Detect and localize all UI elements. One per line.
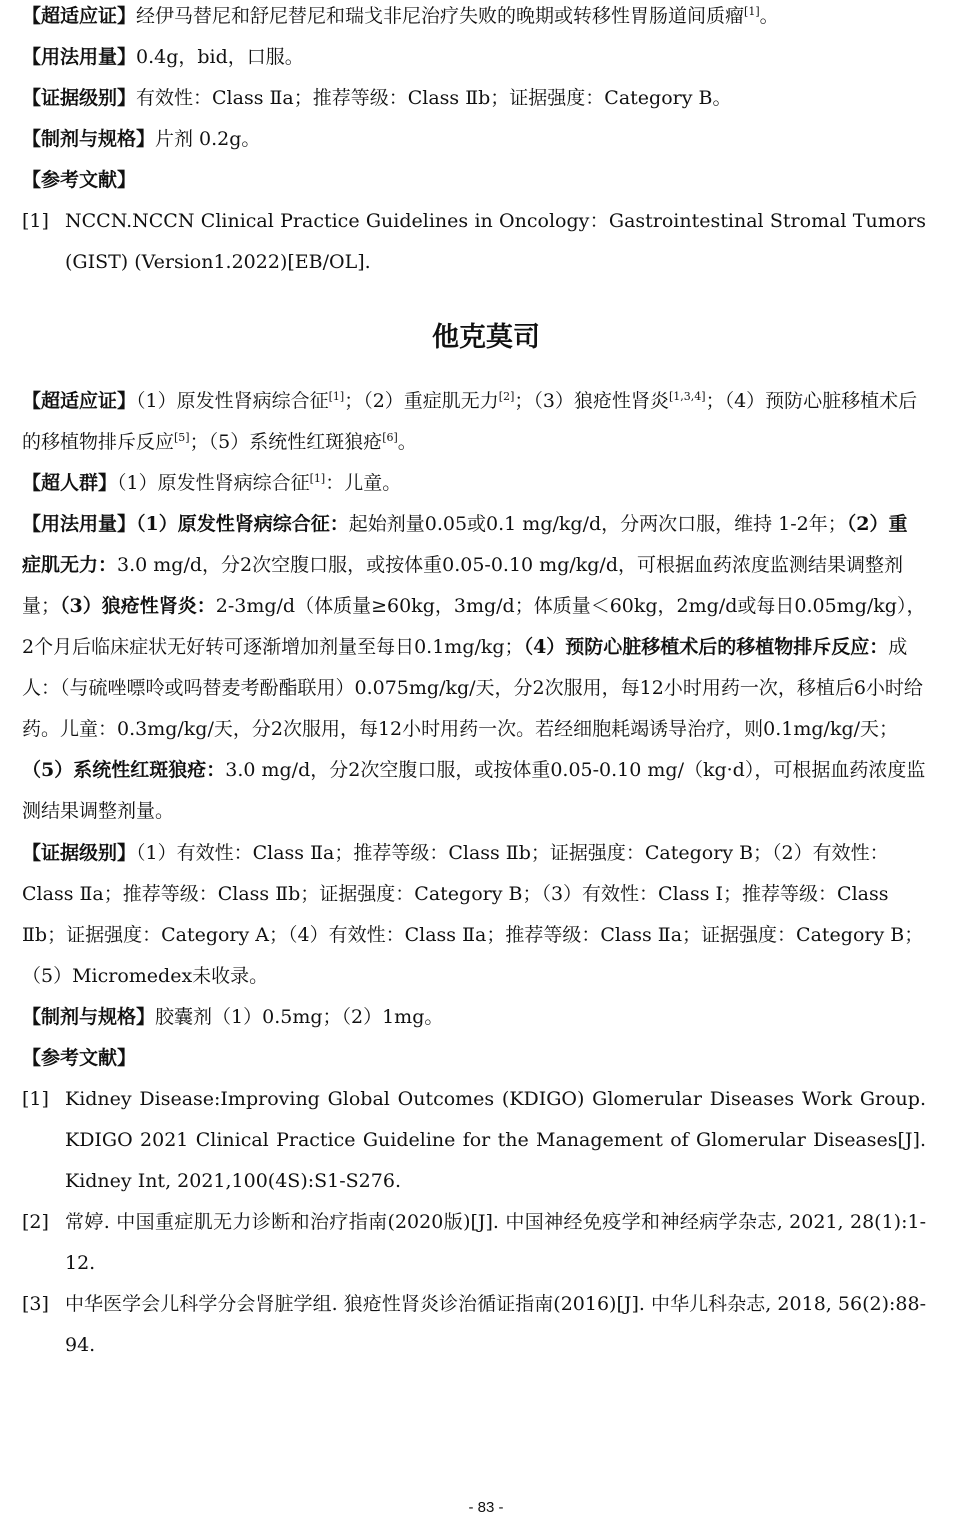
prev-dosage — [22, 37, 926, 78]
citation: [2] — [498, 390, 515, 403]
section-label: 【制剂与规格】 — [22, 128, 156, 150]
dosage-heading: （4）预防心脏移植术后的移植物排斥反应： — [523, 636, 889, 658]
reference-item — [22, 201, 926, 283]
reference-text: 常婷. 中国重症肌无力诊断和治疗指南(2020版)[J]. 中国神经免疫学和神经病学杂志, 2021, 28(1):1-12. — [65, 1211, 926, 1274]
evidence-paragraph: 【证据级别】（1）有效性：Class Ⅱa；推荐等级：Class Ⅱb；证据强度：Category B；（2）有效性：Class Ⅱa；推荐等级：Class Ⅱb；证据强度：Category B；（3）有效性：Class Ⅰ；推荐等级：Class Ⅱb；证据强度：Category A；（4）有效性：Class Ⅱa；推荐等级：Class Ⅱa；证据强度：Category B；（5）Micromedex未收录。 — [22, 842, 924, 987]
section-label: 【制剂与规格】 — [22, 1006, 156, 1028]
section-label: 【证据级别】 — [22, 842, 137, 864]
citation: [1] — [309, 472, 326, 485]
reference-text: NCCN.NCCN Clinical Practice Guidelines in Oncology：Gastrointestinal Stromal Tumors (GIST) (Version1.2022)[EB/OL]. — [65, 210, 926, 273]
section-text: 0.4g，bid，口服。 — [136, 46, 304, 68]
section-label: 【参考文献】 — [22, 169, 137, 191]
refs-heading — [22, 1038, 926, 1079]
prev-evidence — [22, 78, 926, 119]
citation: [6] — [382, 431, 398, 444]
reference-item — [22, 1284, 926, 1366]
reference-number: [2] — [22, 1211, 49, 1233]
reference-number: [3] — [22, 1293, 49, 1315]
citation: [1] — [328, 390, 345, 403]
dosage-heading: （1）原发性肾病综合征： — [136, 513, 349, 535]
section-label: 【用法用量】 — [22, 46, 137, 68]
section-label: 【参考文献】 — [22, 1047, 137, 1069]
section-text: 片剂 0.2g。 — [155, 128, 261, 150]
section-label: 【超人群】 — [22, 472, 118, 494]
citation: [1] — [744, 5, 760, 18]
section-text: 有效性：Class Ⅱa；推荐等级：Class Ⅱb；证据强度：Category B。 — [136, 87, 732, 109]
citation: [5] — [174, 431, 190, 444]
section-text: 经伊马替尼和舒尼替尼和瑞戈非尼治疗失败的晚期或转移性胃肠道间质瘤 — [136, 5, 745, 27]
reference-item — [22, 1079, 926, 1202]
drug-title: 他克莫司 — [432, 322, 540, 353]
indication-paragraph: 【超适应证】（1）原发性肾病综合征[1]；（2）重症肌无力[2]；（3）狼疮性肾炎[1,3,4]；（4）预防心脏移植术后的移植物排斥反应[5]；（5）系统性红斑狼疮[6]。 — [22, 390, 918, 453]
page-number: - 83 - — [468, 1499, 504, 1516]
reference-item — [22, 1202, 926, 1284]
dosage-heading: （5）系统性红斑狼疮： — [22, 759, 226, 781]
prev-indication: 【超适应证】经伊马替尼和舒尼替尼和瑞戈非尼治疗失败的晚期或转移性胃肠道间质瘤[1]。 — [22, 5, 779, 27]
dosage-heading: （3）狼疮性肾炎： — [60, 595, 216, 617]
reference-text: 中华医学会儿科学分会肾脏学组. 狼疮性肾炎诊治循证指南(2016)[J]. 中华儿科杂志, 2018, 56(2):88-94. — [65, 1293, 926, 1356]
citation: [1,3,4] — [668, 390, 706, 403]
dosage-paragraph: 【用法用量】（1）原发性肾病综合征：起始剂量0.05或0.1 mg/kg/d，分两次口服，维持 1-2年；（2）重症肌无力：3.0 mg/d，分2次空腹口服，或按体重0.05-0.10 mg/kg/d，可根据血药浓度监测结果调整剂量；（3）狼疮性肾炎：2-3mg/d（体质量≥60kg，3mg/d；体质量＜60kg，2mg/d或每日0.05mg/kg），2个月后临床症状无好转可逐渐增加剂量至每日0.1mg/kg；（4）预防心脏移植术后的移植物排斥反应：成人：（与硫唑嘌呤或吗替麦考酚酯联用）0.075mg/kg/天，分2次服用，每12小时用药一次，移植后6小时给药。儿童：0.3mg/kg/天，分2次服用，每12小时用药一次。若经细胞耗竭诱导治疗，则0.1mg/kg/天；（5）系统性红斑狼疮：3.0 mg/d，分2次空腹口服，或按体重0.05-0.10 mg/（kg·d），可根据血药浓度监测结果调整剂量。 — [22, 513, 926, 822]
population-paragraph: 【超人群】（1）原发性肾病综合征[1]：儿童。 — [22, 472, 402, 494]
section-label: 【证据级别】 — [22, 87, 137, 109]
prev-spec — [22, 119, 926, 160]
reference-number: [1] — [22, 1088, 49, 1110]
reference-number: [1] — [22, 210, 49, 232]
prev-refs-heading — [22, 160, 926, 201]
dosage-heading: （2）重症肌无力： — [22, 513, 908, 576]
spec-paragraph: 【制剂与规格】胶囊剂（1）0.5mg；（2）1mg。 — [22, 1006, 444, 1028]
section-label: 【用法用量】 — [22, 513, 137, 535]
reference-text: Kidney Disease:Improving Global Outcomes (KDIGO) Glomerular Diseases Work Group. KDIGO 2021 Clinical Practice Guideline for the Management of Glomerular Diseases[J]. Kidney Int, 2021,100(4S):S1-S276. — [65, 1088, 926, 1192]
section-label: 【超适应证】 — [22, 5, 137, 27]
section-label: 【超适应证】 — [22, 390, 137, 412]
